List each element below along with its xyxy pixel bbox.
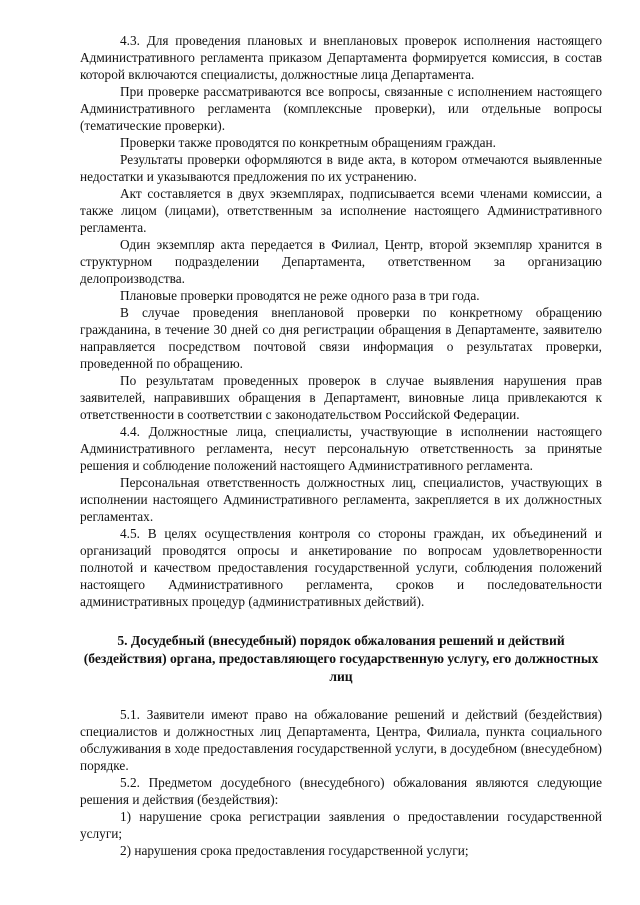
paragraph-5-1: 5.1. Заявители имеют право на обжалование решений и действий (бездействия) специалистов и должностных лиц Департамента, Центра, Филиала, пункта социального обслуживания в ходе предоставления государственной услуги, в досудебном (внесудебном) порядке. [80, 707, 602, 773]
paragraph-inspection-scope: При проверке рассматриваются все вопросы, связанные с исполнением настоящего Административного регламента (комплексные проверки), или отдельные вопросы (тематические проверки). [80, 84, 602, 133]
paragraph-act-storage: Один экземпляр акта передается в Филиал, Центр, второй экземпляр хранится в структурном подразделении Департамента, ответственном за организацию делопроизводства. [80, 237, 602, 286]
paragraph-act-copies: Акт составляется в двух экземплярах, подписывается всеми членами комиссии, а также лицом (лицами), ответственным за исполнение настоящего Административного регламента. [80, 186, 602, 235]
paragraph-unscheduled-inspection: В случае проведения внеплановой проверки по конкретному обращению гражданина, в течение 30 дней со дня регистрации обращения в Департаменте, заявителю направляется посредством почтовой связи информация о результатах проверки, проведенной по обращению. [80, 305, 602, 371]
list-item-1: 1) нарушение срока регистрации заявления о предоставлении государственной услуги; [80, 809, 602, 841]
paragraph-4-4: 4.4. Должностные лица, специалисты, участвующие в исполнении настоящего Административного регламента, несут персональную ответственность за принятые решения и соблюдение положений настоящего Административного регламента. [80, 424, 602, 473]
paragraph-inspection-results: Результаты проверки оформляются в виде акта, в котором отмечаются выявленные недостатки и указываются предложения по их устранению. [80, 152, 602, 184]
paragraph-planned-frequency: Плановые проверки проводятся не реже одного раза в три года. [120, 288, 480, 303]
paragraph-citizen-requests: Проверки также проводятся по конкретным обращениям граждан. [120, 135, 496, 150]
paragraph-4-5: 4.5. В целях осуществления контроля со стороны граждан, их объединений и организаций проводятся опросы и анкетирование по вопросам удовлетворенности полнотой и качеством предоставления государственной услуги, соблюдения положений настоящего Административного регламента, сроков и последовательности административных процедур (административных действий). [80, 526, 602, 609]
paragraph-4-3: 4.3. Для проведения плановых и внеплановых проверок исполнения настоящего Административного регламента приказом Департамента формируется комиссия, в состав которой включаются специалисты, должностные лица Департамента. [80, 33, 602, 82]
paragraph-personal-responsibility: Персональная ответственность должностных лиц, специалистов, участвующих в исполнении настоящего Административного регламента, закрепляется в их должностных регламентах. [80, 475, 602, 524]
list-item-2: 2) нарушения срока предоставления государственной услуги; [120, 843, 469, 858]
paragraph-violations-liability: По результатам проведенных проверок в случае выявления нарушения прав заявителей, направивших обращения в Департамент, виновные лица привлекаются к ответственности в соответствии с законодательством Российской Федерации. [80, 373, 602, 422]
paragraph-5-2: 5.2. Предметом досудебного (внесудебного) обжалования являются следующие решения и действия (бездействия): [80, 775, 602, 807]
section-5-heading: 5. Досудебный (внесудебный) порядок обжалования решений и действий (бездействия) органа, предоставляющего государственную услугу, его должностных лиц [83, 633, 599, 684]
